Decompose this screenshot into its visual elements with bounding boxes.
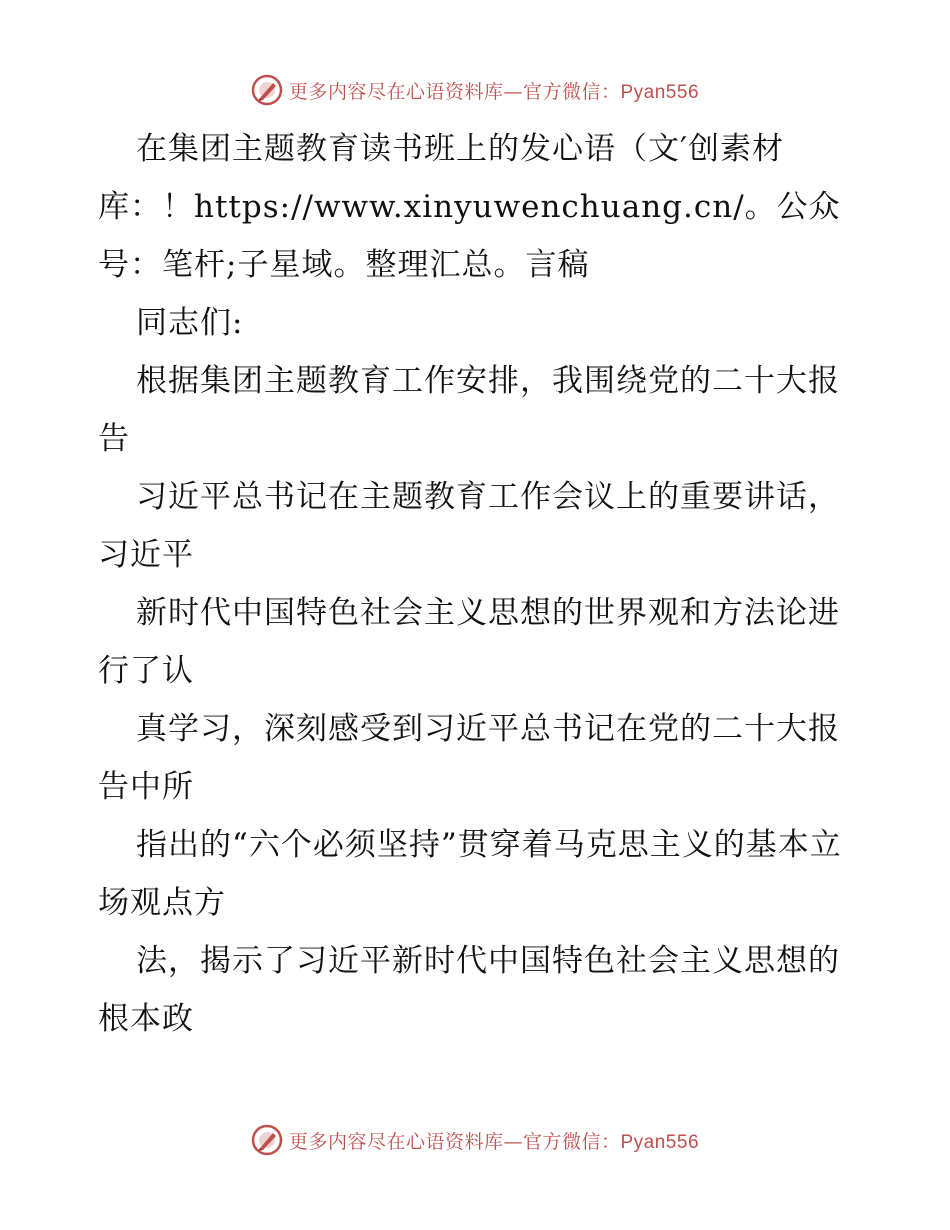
document-body [98,120,858,1048]
salutation: 同志们: [136,305,244,341]
paragraph: 根据集团主题教育工作安排，我围绕党的二十大报告 [98,363,840,457]
document-title: 在集团主题教育读书班上的发心语（文′创素材库：！https://www.xinyuwenchuang.cn/。公众号：笔杆;子星域。整理汇总。言稿 [98,131,841,283]
header-banner [0,70,950,110]
footer-banner-text: 更多内容尽在心语资料库—官方微信：Pyan556 [288,1130,700,1153]
paragraph: 指出的“六个必须坚持”贯穿着马克思主义的基本立场观点方 [98,827,842,921]
paragraph: 真学习，深刻感受到习近平总书记在党的二十大报告中所 [98,711,840,805]
pen-logo-icon [251,74,283,106]
paragraph: 法，揭示了习近平新时代中国特色社会主义思想的根本政 [98,943,840,1037]
paragraph: 习近平总书记在主题教育工作会议上的重要讲话，习近平 [98,479,840,573]
paragraph: 新时代中国特色社会主义思想的世界观和方法论进行了认 [98,595,840,689]
pen-logo-icon [251,1124,283,1156]
wechat-handle: Pyan556 [620,1131,700,1153]
footer-banner [0,1120,950,1160]
header-banner-text: 更多内容尽在心语资料库—官方微信：Pyan556 [288,80,700,103]
wechat-handle: Pyan556 [620,81,700,103]
